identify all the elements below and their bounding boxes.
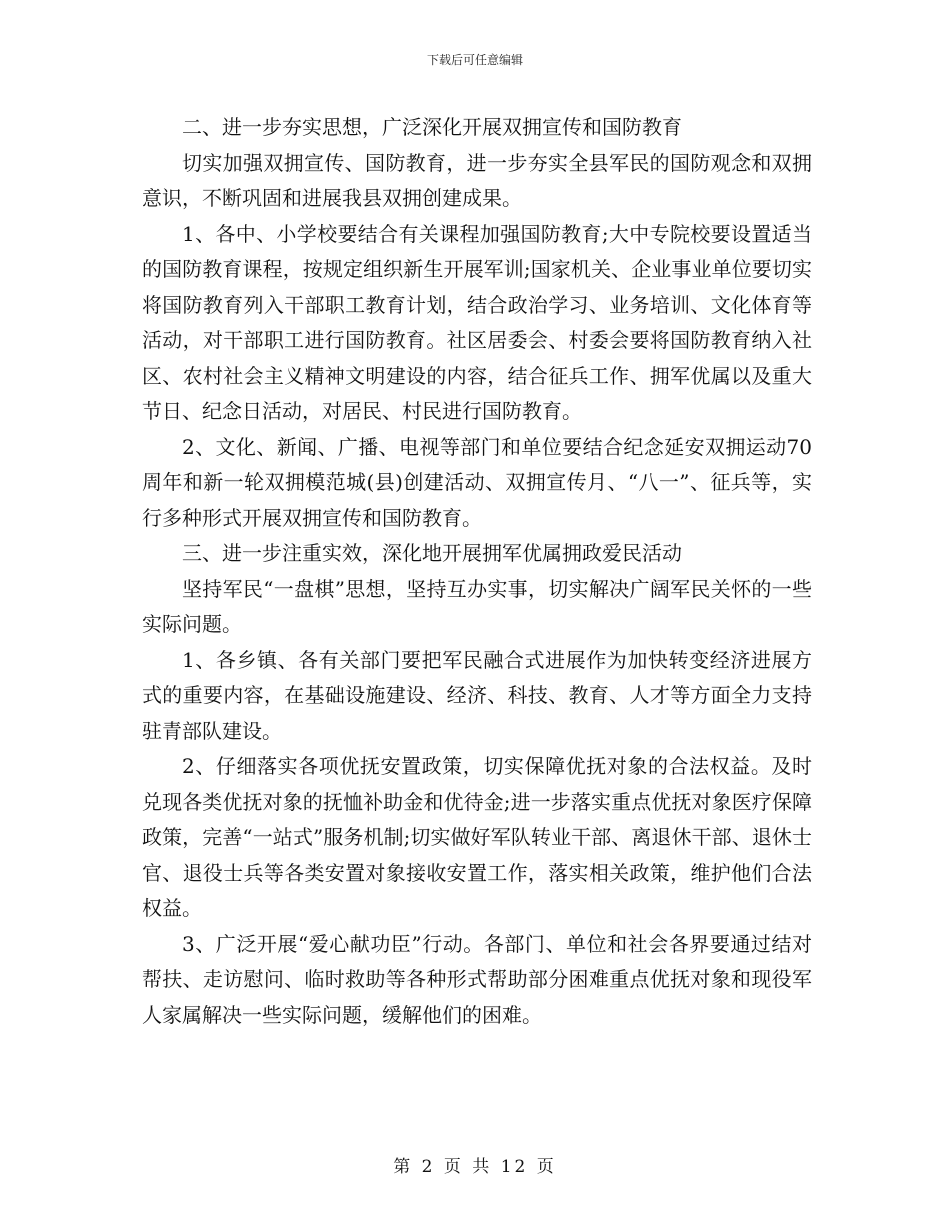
paragraph: 2、仔细落实各项优抚安置政策，切实保障优抚对象的合法权益。及时兑现各类优抚对象的抚恤补助金和优待金;进一步落实重点优抚对象医疗保障政策，完善“一站式”服务机制;切实做好军队转业干部、离退休干部、退休士官、退役士兵等各类安置对象接收安置工作，落实相关政策，维护他们合法权益。 xyxy=(142,754,812,920)
page-header: 下载后可任意编辑 xyxy=(426,53,523,67)
paragraph: 坚持军民“一盘棋”思想，坚持互办实事，切实解决广阔军民关怀的一些实际问题。 xyxy=(142,576,812,636)
paragraph: 3、广泛开展“爱心献功臣”行动。各部门、单位和社会各界要通过结对帮扶、走访慰问、临时救助等各种形式帮助部分困难重点优抚对象和现役军人家属解决一些实际问题，缓解他们的困难。 xyxy=(142,931,812,1027)
paragraph: 2、文化、新闻、广播、电视等部门和单位要结合纪念延安双拥运动70周年和新一轮双拥模范城(县)创建活动、双拥宣传月、“八一”、征兵等，实行多种形式开展双拥宣传和国防教育。 xyxy=(142,434,812,530)
section-heading-2: 二、进一步夯实思想，广泛深化开展双拥宣传和国防教育 xyxy=(182,115,682,139)
document-body xyxy=(142,110,812,1033)
page-number: 第 2 页 共 12 页 xyxy=(393,1157,557,1177)
paragraph: 1、各乡镇、各有关部门要把军民融合式进展作为加快转变经济进展方式的重要内容，在基础设施建设、经济、科技、教育、人才等方面全力支持驻青部队建设。 xyxy=(142,647,812,743)
paragraph: 切实加强双拥宣传、国防教育，进一步夯实全县军民的国防观念和双拥意识，不断巩固和进展我县双拥创建成果。 xyxy=(142,150,812,210)
paragraph: 1、各中、小学校要结合有关课程加强国防教育;大中专院校要设置适当的国防教育课程，按规定组织新生开展军训;国家机关、企业事业单位要切实将国防教育列入干部职工教育计划，结合政治学习、业务培训、文化体育等活动，对干部职工进行国防教育。社区居委会、村委会要将国防教育纳入社区、农村社会主义精神文明建设的内容，结合征兵工作、拥军优属以及重大节日、纪念日活动，对居民、村民进行国防教育。 xyxy=(142,221,812,423)
section-heading-3: 三、进一步注重实效，深化地开展拥军优属拥政爱民活动 xyxy=(182,541,682,565)
